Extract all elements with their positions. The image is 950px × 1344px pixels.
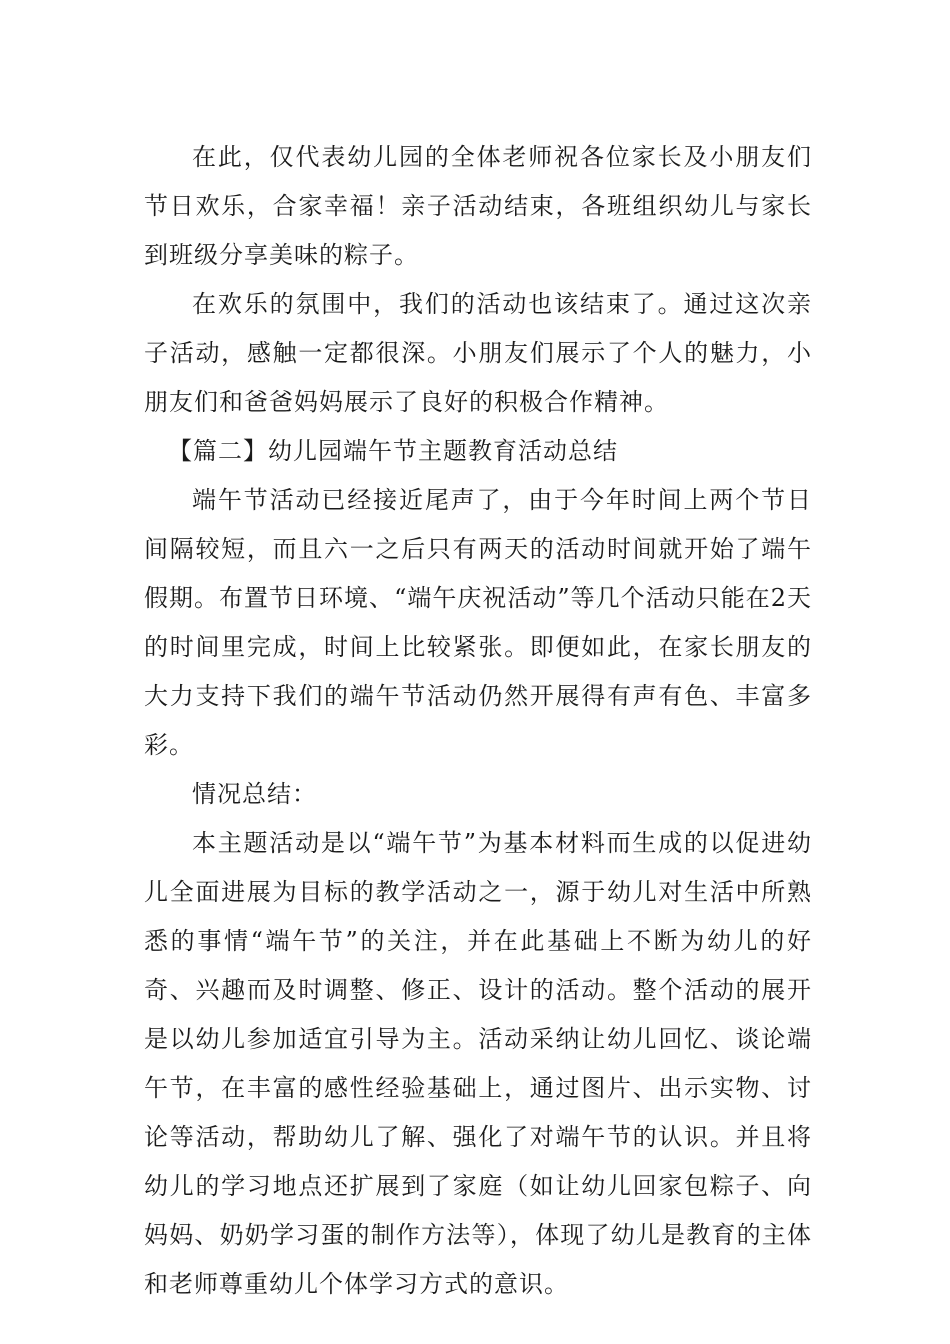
paragraph-activity-summary: 在欢乐的氛围中，我们的活动也该结束了。通过这次亲子活动，感触一定都很深。小朋友们展示了个人的魅力，小朋友们和爸爸妈妈展示了良好的积极合作精神。 xyxy=(144,290,812,416)
paragraph-theme-activity: 本主题活动是以“端午节”为基本材料而生成的以促进幼儿全面进展为目标的教学活动之一，源于幼儿对生活中所熟悉的事情“端午节”的关注，并在此基础上不断为幼儿的好奇、兴趣而及时调整、修正、设计的活动。整个活动的展开是以幼儿参加适宜引导为主。活动采纳让幼儿回忆、谈论端午节，在丰富的感性经验基础上，通过图片、出示实物、讨论等活动，帮助幼儿了解、强化了对端午节的认识。并且将幼儿的学习地点还扩展到了家庭（如让幼儿回家包粽子、向妈妈、奶奶学习蛋的制作方法等），体现了幼儿是教育的主体和老师尊重幼儿个体学习方式的意识。 xyxy=(144,829,812,1298)
document-body xyxy=(144,133,812,1309)
paragraph-closing-wishes: 在此，仅代表幼儿园的全体老师祝各位家长及小朋友们节日欢乐，合家幸福！亲子活动结束，各班组织幼儿与家长到班级分享美味的粽子。 xyxy=(144,143,812,269)
section-heading: 【篇二】幼儿园端午节主题教育活动总结 xyxy=(168,437,618,465)
paragraph-summary-label: 情况总结： xyxy=(192,780,317,808)
paragraph-dragon-boat-intro: 端午节活动已经接近尾声了，由于今年时间上两个节日间隔较短，而且六一之后只有两天的活动时间就开始了端午假期。布置节日环境、“端午庆祝活动”等几个活动只能在2天的时间里完成，时间上比较紧张。即便如此，在家长朋友的大力支持下我们的端午节活动仍然开展得有声有色、丰富多彩。 xyxy=(144,486,812,759)
